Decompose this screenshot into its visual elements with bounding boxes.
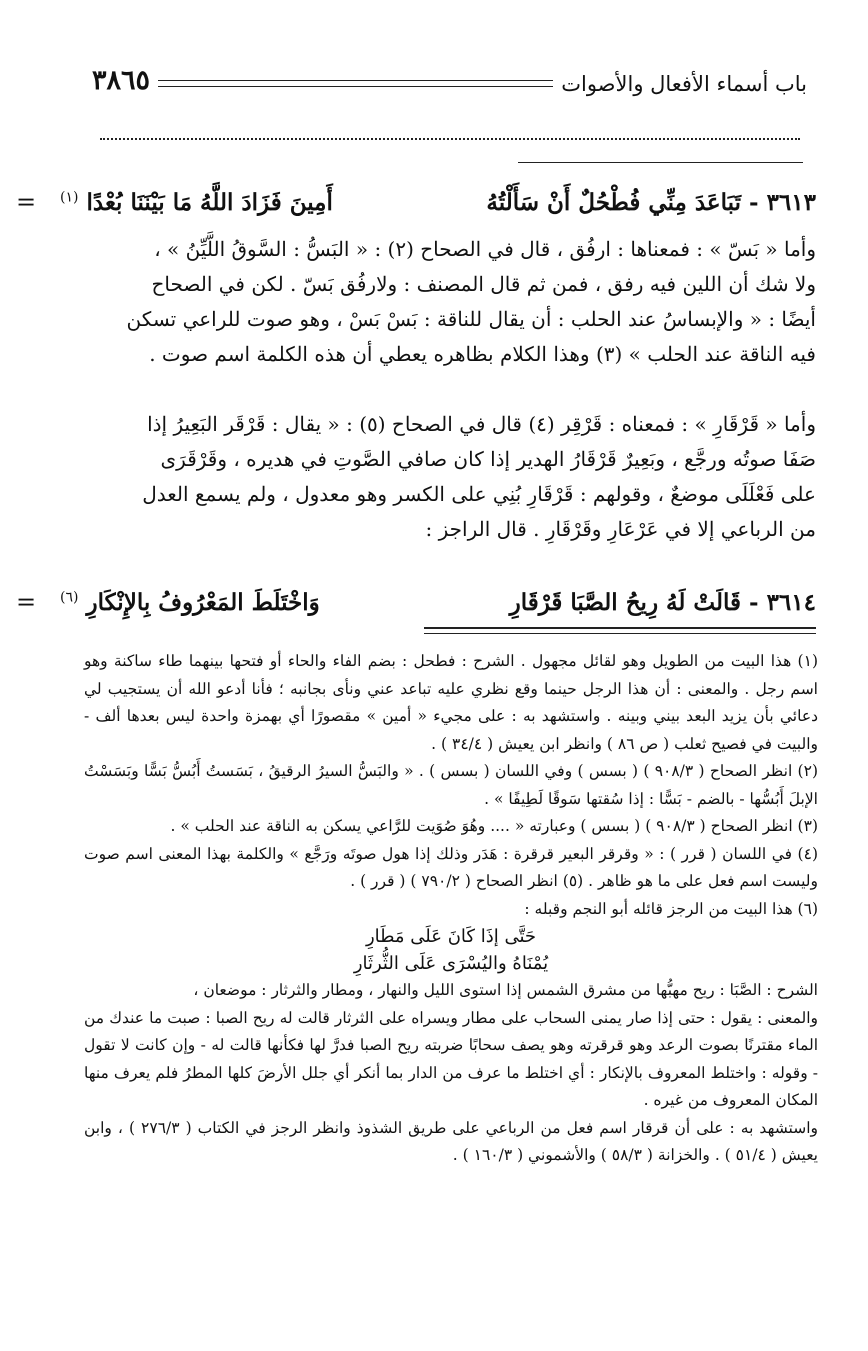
verse-hemistich-2: أَمِينَ فَزَادَ اللَّهُ مَا بَيْنَنَا بُعْدًا $^{(١)}$ (60, 188, 333, 216)
footnote-separator (424, 627, 816, 629)
chapter-title: باب أسماء الأفعال والأصوات (561, 72, 807, 96)
poem-line: حَتَّى إذَا كَانَ عَلَى مَطَارِ (365, 926, 537, 947)
text-line: وأما « بَسّ » : فمعناها : ارفُق ، قال في الصحاح (٢) : « البَسُّ : السَّوقُ اللَّيِّنُ » ، (154, 237, 816, 261)
text-line: على فَعْلَلَى موضعٌ ، وقولهم : قَرْقَارِ بُنِي على الكسر وهو معدول ، ولم يسمع العدل (142, 482, 816, 506)
header-rule (158, 80, 553, 87)
footnotes (84, 648, 818, 1170)
verse-number: ٣٦١٤ - (749, 588, 816, 616)
verse-mark: = (16, 188, 37, 216)
verse-hemistich-1: ٣٦١٣ - تَبَاعَدَ مِنِّي فُطْحُلٌ أَنْ سَأَلْتُهُ (486, 188, 816, 216)
page-number: ٣٨٦٥ (92, 65, 151, 96)
footnote-4-5: (٤) في اللسان ( قرر ) : « وقرقر البعير قرقرة : هَدَر وذلك إذا هول صوتَه ورَجَّع » والكلمة بهذا المعنى اسم صوت وليست اسم فعل على ما هو ظاهر . (٥) انظر الصحاح ( ٧٩٠/٢ ) ( قرر ) . (84, 844, 818, 890)
dotted-separator (100, 138, 800, 140)
commentary-sharh: الشرح : الصَّبَا : ريح مهبُّها من مشرق الشمس إذا استوى الليل والنهار ، ومطار والثرثار : موضعان ، (193, 981, 818, 999)
text-line: من الرباعي إلا في عَرْعَارِ وقَرْقَارِ . قال الراجز : (425, 517, 816, 541)
verse-hemistich-2: وَاخْتَلَطَ المَعْرُوفُ بِالإِنْكَارِ $^{(٦)}$ (60, 588, 320, 616)
text-line: أيضًا : « والإبساسُ عند الحلب : أن يقال للناقة : بَسْ بَسْ ، وهو صوت للراعي تسكن (126, 307, 816, 331)
paragraph-bass (60, 232, 816, 372)
page-header (92, 62, 807, 96)
verse-hemistich-1: ٣٦١٤ - قَالَتْ لَهُ رِيحُ الصَّبَا قَرْقَارِ (509, 588, 816, 616)
verse-mark: = (16, 588, 37, 616)
text-line: ولا شك أن اللين فيه رفق ، فمن ثم قال المصنف : ولارفُق بَسّ . لكن في الصحاح (151, 272, 816, 296)
commentary-evidence: واستشهد به : على أن قرقار اسم فعل من الرباعي على طريق الشذوذ وانظر الرجز في الكتاب ( ٢٧٦/٣ ) ، وابن يعيش ( ٥١/٤ ) . والخزانة ( ٥٨/٣ ) والأشموني ( ١٦٠/٣ ) . (84, 1118, 818, 1164)
footnote-3: (٣) انظر الصحاح ( ٩٠٨/٣ ) ( بسس ) وعبارته « .... وهُوَ صُوَيت للرَّاعي يسكن به الناقة عند الحلب » . (170, 817, 818, 835)
footnote-2: (٢) انظر الصحاح ( ٩٠٨/٣ ) ( بسس ) وفي اللسان ( بسس ) . « والبَسُّ السيرُ الرقيقُ ، بَسَستُ أَبُسُّ بَسًّا وبَسَسْتُ الإبلَ أَبُسُّها - بالضم - بَسًّا : إذا سُقتها سَوقًا لَطِيفًا » . (84, 762, 818, 808)
footnote-ref: (١) (60, 188, 79, 205)
footnote-1: (١) هذا البيت من الطويل وهو لقائل مجهول . الشرح : فطحل : بضم الفاء والحاء أو فتحها بينهما طاء ساكنة وهو اسم رجل . والمعنى : أن هذا الرجل حينما وقع نظري عليه تباعد عني ونأى بجانبه ؛ فأنا أدعو الله أن يستجيب لي دعائي بأن يزيد البعد بيني وبينه . واستشهد به : على مجيء « أمين » مقصورًا أي بهمزة واحدة ليس بعدها ألف - والبيت في فصيح ثعلب ( ص ٨٦ ) وانظر ابن يعيش ( ٣٤/٤ ) . (84, 652, 818, 753)
separator-line (518, 162, 803, 163)
poem-line: يُمْنَاهُ واليُسْرَى عَلَى الثُّرثَارِ (353, 953, 549, 974)
poem (84, 923, 818, 977)
text-line: صَفَا صوتُه ورجَّع ، وبَعِيرٌ قَرْقَارُ الهدير إذا كان صافي الصَّوتِ في هديره ، وقَرْقَرَى (160, 447, 816, 471)
verse-3613 (16, 182, 816, 222)
verse-number: ٣٦١٣ - (749, 188, 816, 216)
footnote-6: (٦) هذا البيت من الرجز قائله أبو النجم وقبله : (524, 899, 818, 918)
footnote-ref: (٦) (60, 588, 79, 605)
paragraph-qarqar (60, 407, 816, 547)
footnote-separator-thin (424, 633, 816, 634)
text-line: وأما « قَرْقَارِ » : فمعناه : قَرْقِر (٤) قال في الصحاح (٥) : « يقال : قَرْقَر البَعِيرُ إذا (147, 412, 816, 436)
commentary-meaning: والمعنى : يقول : حتى إذا صار يمنى السحاب على مطار ويسراه على الثرثار قالت له ريح الصبا : صبت ما عندك من الماء مقترنًا بصوت الرعد وهو قرقرته وهو يصف سحابًا ضربته ريح الصبا فدرَّ لها فكأنها قالت له - وإن كانت لا تقول - وقوله : واختلط المعروف بالإنكار : أي اختلط ما عرف من الدار بما أنكر أي جلل الأرضَ كلها المطرُ فلم يعرف منها المكان المعروف من غيره . (84, 1008, 818, 1109)
text-line: فيه الناقة عند الحلب » (٣) وهذا الكلام بظاهره يعطي أن هذه الكلمة اسم صوت . (149, 342, 816, 366)
verse-3614 (16, 582, 816, 622)
